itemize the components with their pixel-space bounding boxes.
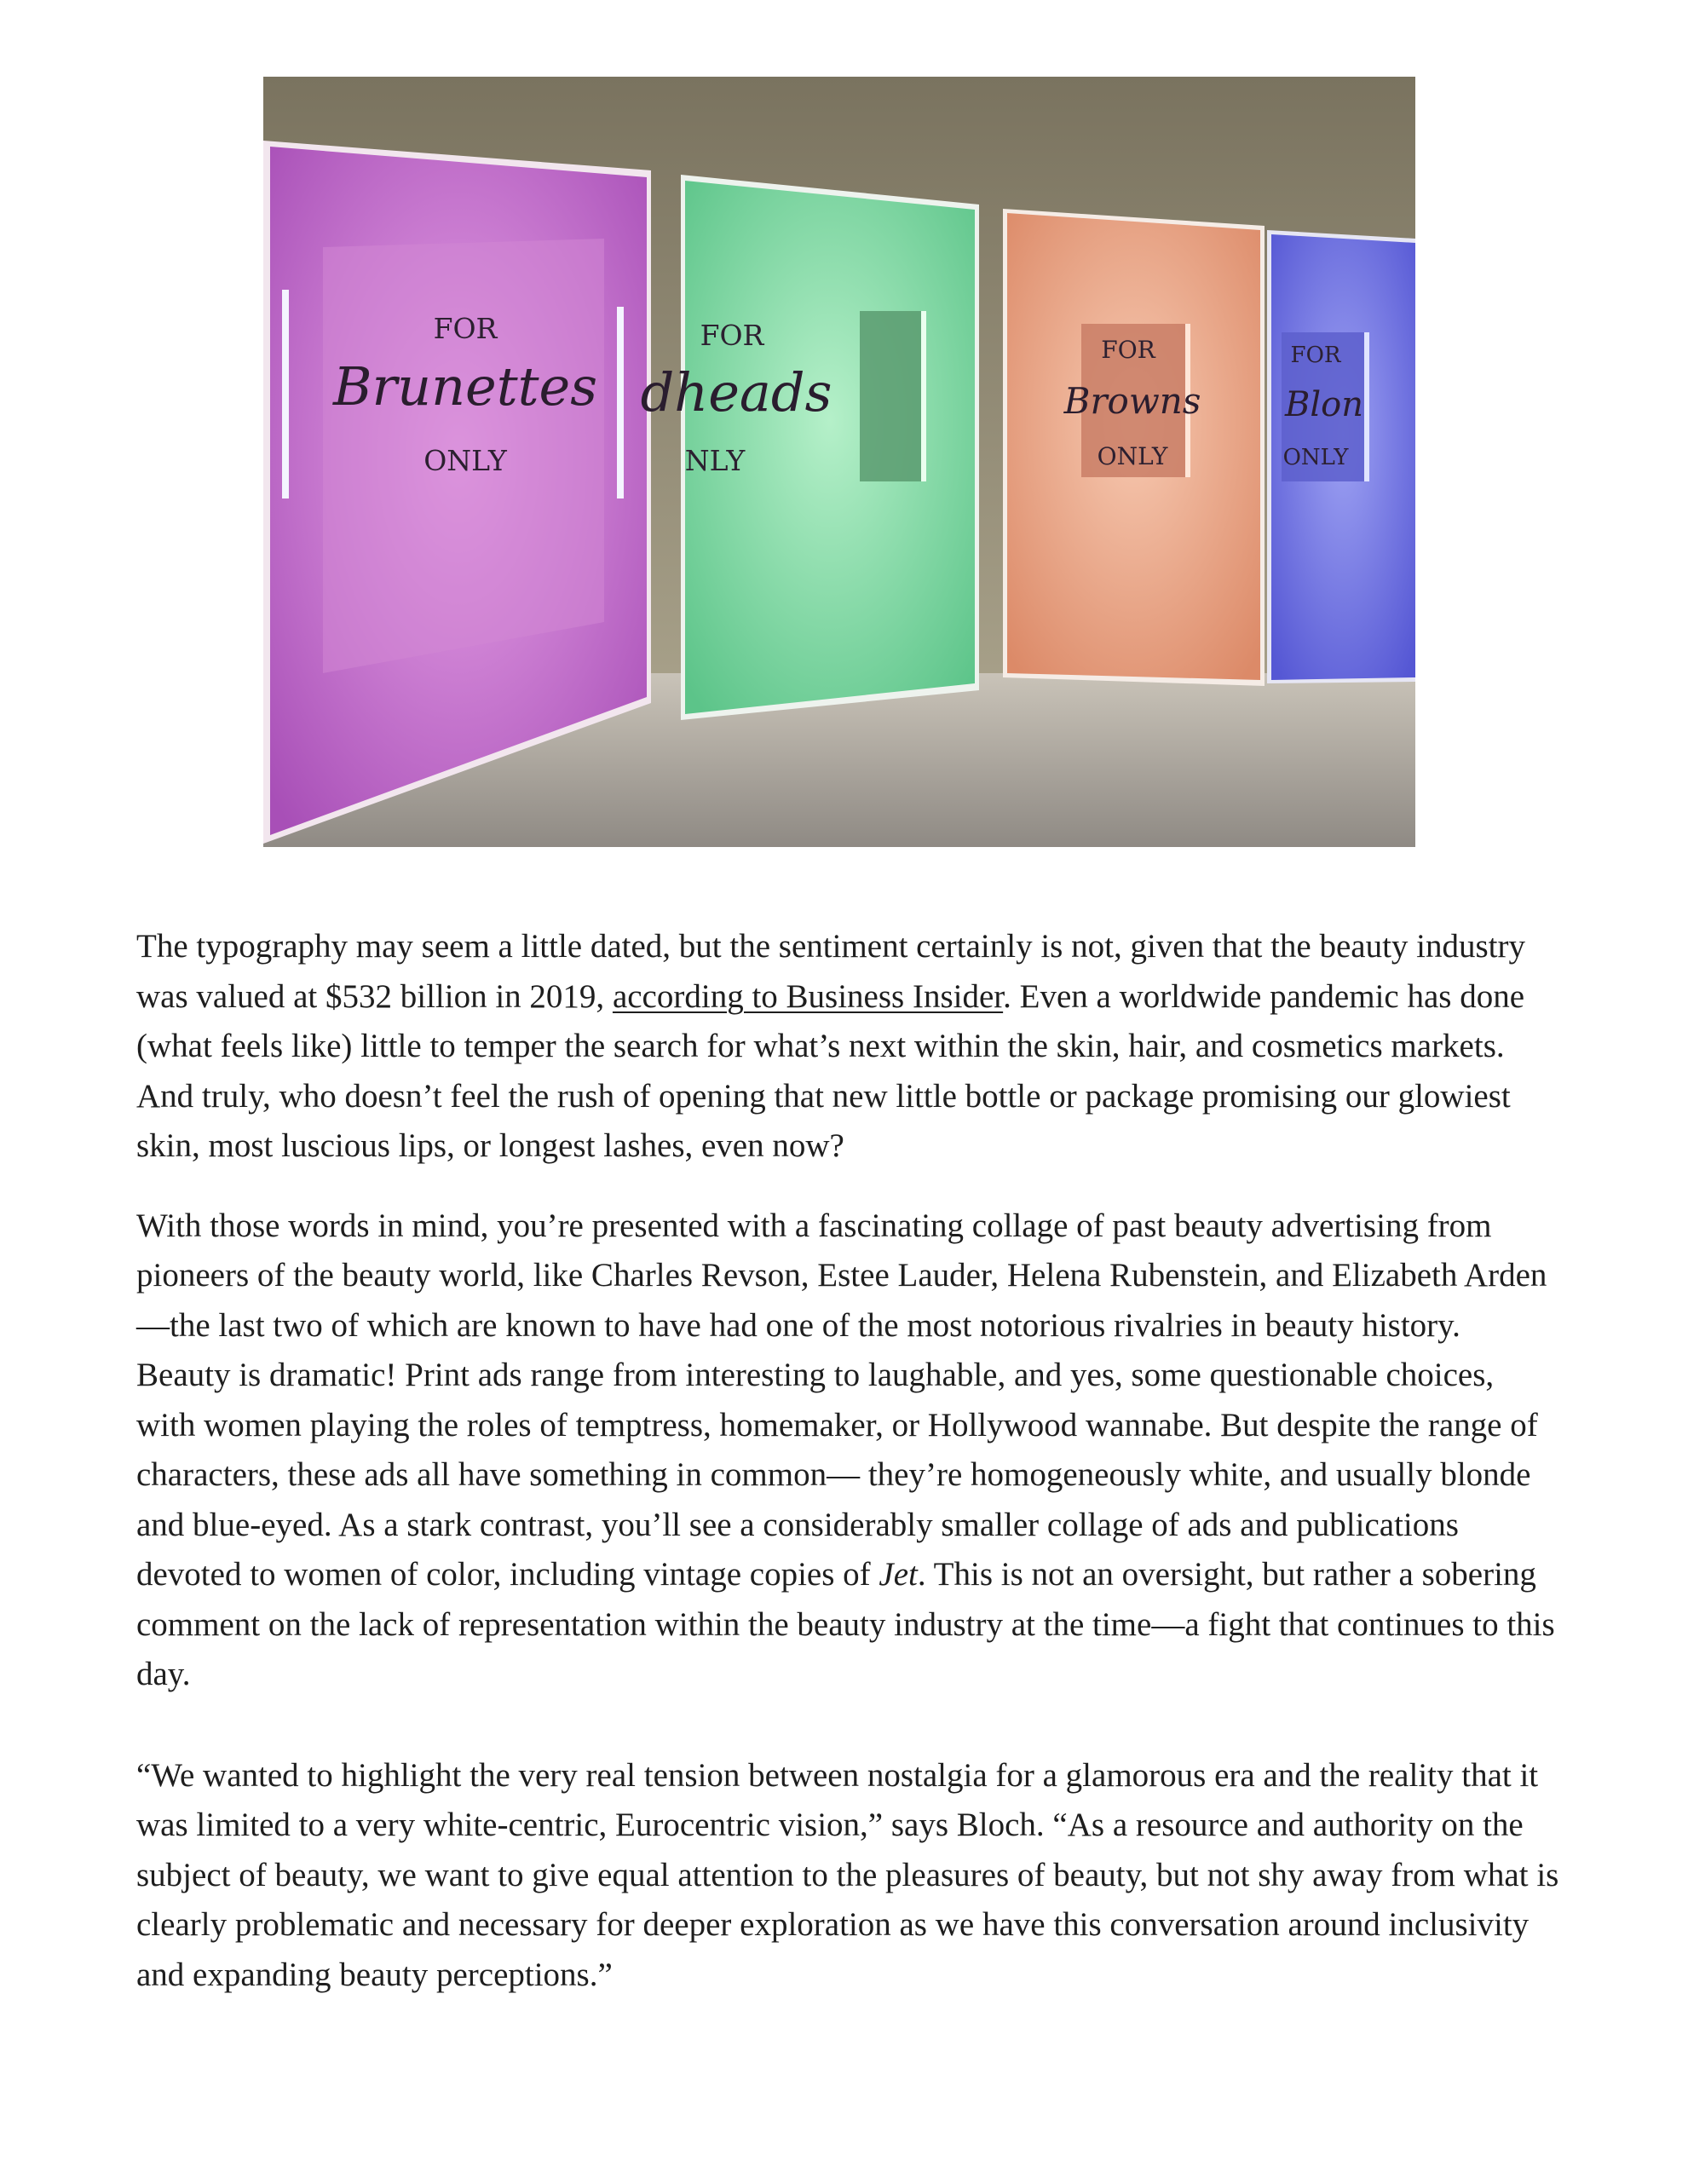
paragraph-3-quote: “We wanted to highlight the very real tension between nostalgia for a glamorous era and the reality that it was limited to a very white-centric, Eurocentric vision,” says Bloch. “As a resource and authority on the subject of beauty, we want to give equal attention to the pleasures of beauty, but not shy away from what is clearly problematic and necessary for deeper exploration as we have this conversation around inclusivity and expanding beauty perceptions.” [136,1756,1559,1993]
orange-sign-script: Browns [1063,380,1201,422]
green-sign-top: FOR [700,319,764,352]
led-strip [1364,332,1369,481]
business-insider-link[interactable]: according to Business Insider [612,977,1004,1015]
paragraph-1-text-a: The typography may seem a little dated, but the sentiment certainly is not, given that the beauty industry was valued at $532 billion in 2019, [136,928,1526,1015]
jet-title: Jet [879,1556,918,1593]
blue-sign-script: Blon [1284,385,1364,424]
blue-room [1267,230,1415,683]
paragraph-1-text-b: . Even a worldwide pandemic has done (what feels like) little to temper the search for what’s next within the skin, hair, and cosmetics markets. And truly, who doesn’t feel the rush of opening that new little bottle or package promising our glowiest skin, most luscious lips, or longest lashes, even now? [136,977,1525,1164]
article-body [136,922,1559,2000]
led-strip [282,290,289,498]
paragraph-1 [136,922,1559,1172]
blue-sign-top: FOR [1290,343,1341,368]
orange-sign-top: FOR [1101,336,1155,364]
paragraph-2 [136,1201,1559,1700]
paragraph-2-text-b: . This is not an oversight, but rather a sobering comment on the lack of representation within the beauty industry at the time—a fight that continues to this day. [136,1556,1555,1692]
green-sign-bottom: NLY [684,444,746,477]
orange-room [1003,209,1265,686]
led-strip [617,307,624,498]
exhibit-photo [263,77,1415,847]
orange-sign-bottom: ONLY [1097,442,1168,470]
blue-sign-bottom: ONLY [1282,445,1349,470]
green-sign-script: dheads [640,361,832,424]
led-strip [921,311,926,481]
paragraph-2-text-a: With those words in mind, you’re presented with a fascinating collage of past beauty advertising from pioneers of the beauty world, like Charles Revson, Estee Lauder, Helena Rubenstein, and Elizabeth Arden—the last two of which are known to have had one of the most notorious rivalries in beauty history. Beauty is dramatic! Print ads range from interesting to laughable, and yes, some questionable choices, with women playing the roles of temptress, homemaker, or Hollywood wannabe. But despite the range of characters, these ads all have something in common— they’re homogeneously white, and usually blonde and blue-eyed. As a stark contrast, you’ll see a considerably smaller collage of ads and publications devoted to women of color, including vintage copies of [136,1207,1547,1593]
purple-sign-bottom: ONLY [423,444,507,477]
green-room [641,175,979,720]
purple-sign-script: Brunettes [332,355,598,418]
purple-sign-top: FOR [433,312,498,345]
